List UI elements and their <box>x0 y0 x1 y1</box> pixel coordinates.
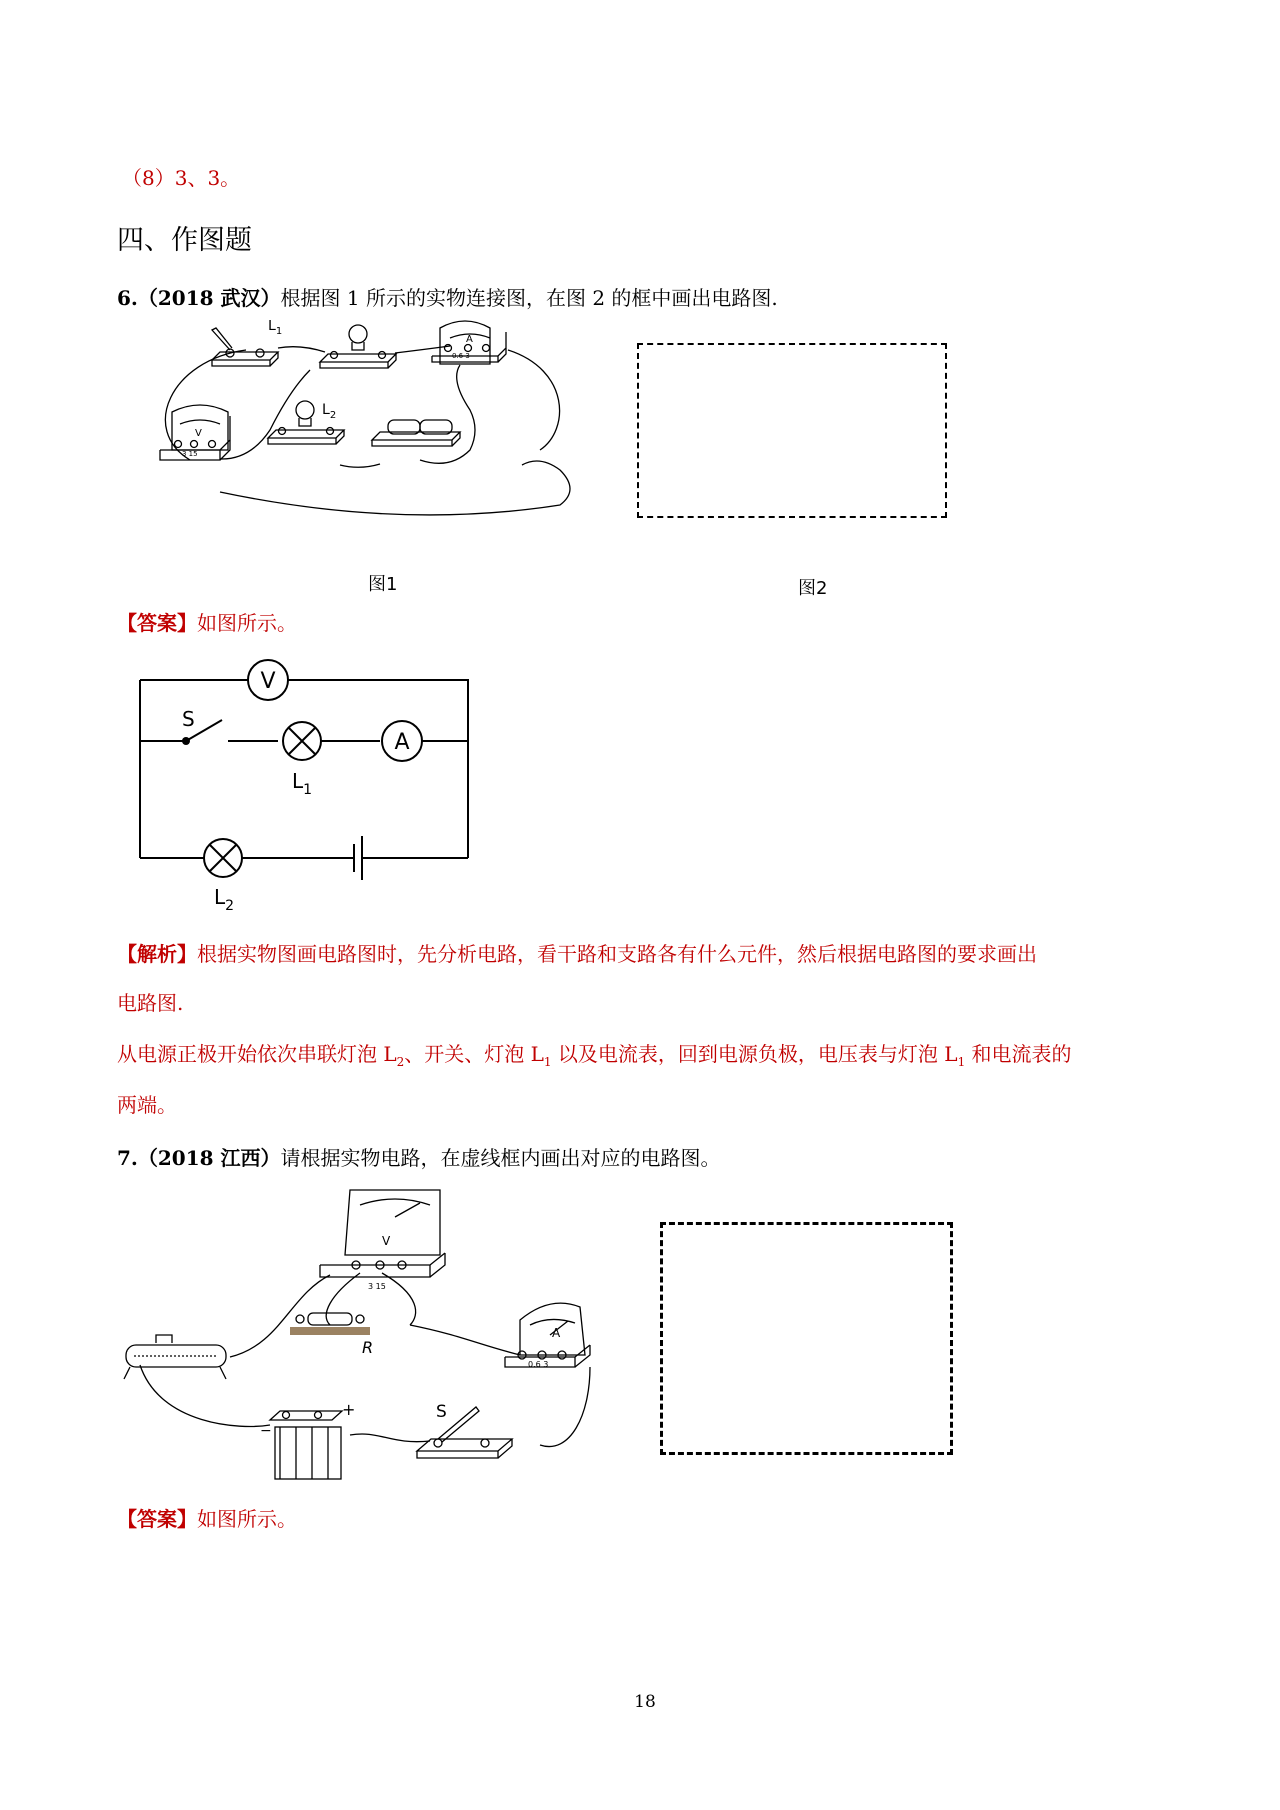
analysis-6-text-3a: 从电源正极开始依次串联灯泡 L <box>117 1042 397 1066</box>
fig1-label-l1: $L_1$ <box>268 320 283 337</box>
analysis-6-text-3d: 和电流表的 <box>965 1042 1072 1066</box>
answer-6 <box>117 609 297 637</box>
fig1-label-l2: $L_2$ <box>322 402 337 421</box>
schematic-voltmeter-letter: V <box>260 669 276 694</box>
fig1-ammeter-scale: 0.6 3 <box>452 352 470 360</box>
q7-ammeter-scale: 0.6 3 <box>528 1360 549 1369</box>
analysis-6-line-3 <box>117 1040 1072 1076</box>
question-7-text: 请根据实物电路，在虚线框内画出对应的电路图。 <box>280 1146 721 1170</box>
schematic-l1-label: $L_1$ <box>292 769 313 798</box>
figure-1-wiring <box>150 320 580 540</box>
analysis-6-line-4: 两端。 <box>117 1093 177 1117</box>
analysis-6-text-3c: 以及电流表，回到电源负极，电压表与灯泡 L <box>551 1042 958 1066</box>
answer-7-label: 【答案】 <box>117 1507 197 1531</box>
fig1-voltmeter-letter: V <box>195 428 202 439</box>
schematic-ammeter-letter: A <box>394 730 410 755</box>
schematic-l2-label: $L_2$ <box>214 885 235 914</box>
schematic-switch-label: S <box>182 707 195 731</box>
analysis-6-line-1 <box>117 940 1037 968</box>
question-6-text: 根据图 1 所示的实物连接图，在图 2 的框中画出电路图. <box>280 286 778 310</box>
page-number: 18 <box>634 1692 656 1712</box>
answer-7-text: 如图所示。 <box>197 1507 297 1531</box>
question-6-number: 6. <box>117 286 138 310</box>
q7-ammeter-letter: A <box>552 1326 561 1340</box>
analysis-6-text-3b: 、开关、灯泡 L <box>404 1042 544 1066</box>
analysis-6-sub-c: 1 <box>957 1055 966 1069</box>
question-6 <box>117 284 778 312</box>
q7-voltmeter-scale: 3 15 <box>368 1282 386 1291</box>
answer-6-label: 【答案】 <box>117 611 197 635</box>
answer-6-text: 如图所示。 <box>197 611 297 635</box>
analysis-6-sub-b: 1 <box>543 1055 552 1069</box>
answer-6-schematic <box>130 650 480 920</box>
q7-resistor-label: R <box>362 1338 374 1357</box>
question-7 <box>117 1144 721 1172</box>
question-7-number: 7. <box>117 1146 138 1170</box>
previous-answer: （8）3、3。 <box>122 166 241 190</box>
q7-battery-plus: + <box>342 1400 356 1419</box>
question-7-source: （2018 江西） <box>137 1146 281 1170</box>
q7-switch-label: S <box>436 1402 447 1422</box>
q7-voltmeter-letter: V <box>382 1234 391 1248</box>
analysis-6-sub-a: 2 <box>396 1055 405 1069</box>
figure-1-caption: 图1 <box>368 574 398 595</box>
figure-2-dashed-box <box>637 343 947 518</box>
switch-pivot <box>182 737 190 745</box>
figure-2-caption: 图2 <box>798 578 828 599</box>
analysis-6-label: 【解析】 <box>117 942 197 966</box>
question-7-dashed-box <box>660 1222 953 1455</box>
analysis-6-line-2: 电路图. <box>117 991 184 1015</box>
q7-battery-minus: − <box>260 1423 272 1439</box>
figure-q7-wiring <box>120 1185 630 1485</box>
section-heading: 四、作图题 <box>117 225 252 256</box>
answer-7 <box>117 1505 297 1533</box>
fig1-voltmeter-scale: 3 15 <box>182 450 198 458</box>
analysis-6-text-1: 根据实物图画电路图时，先分析电路，看干路和支路各有什么元件，然后根据电路图的要求画出 <box>197 942 1037 966</box>
question-6-source: （2018 武汉） <box>137 286 281 310</box>
fig1-ammeter-letter: A <box>466 334 473 345</box>
